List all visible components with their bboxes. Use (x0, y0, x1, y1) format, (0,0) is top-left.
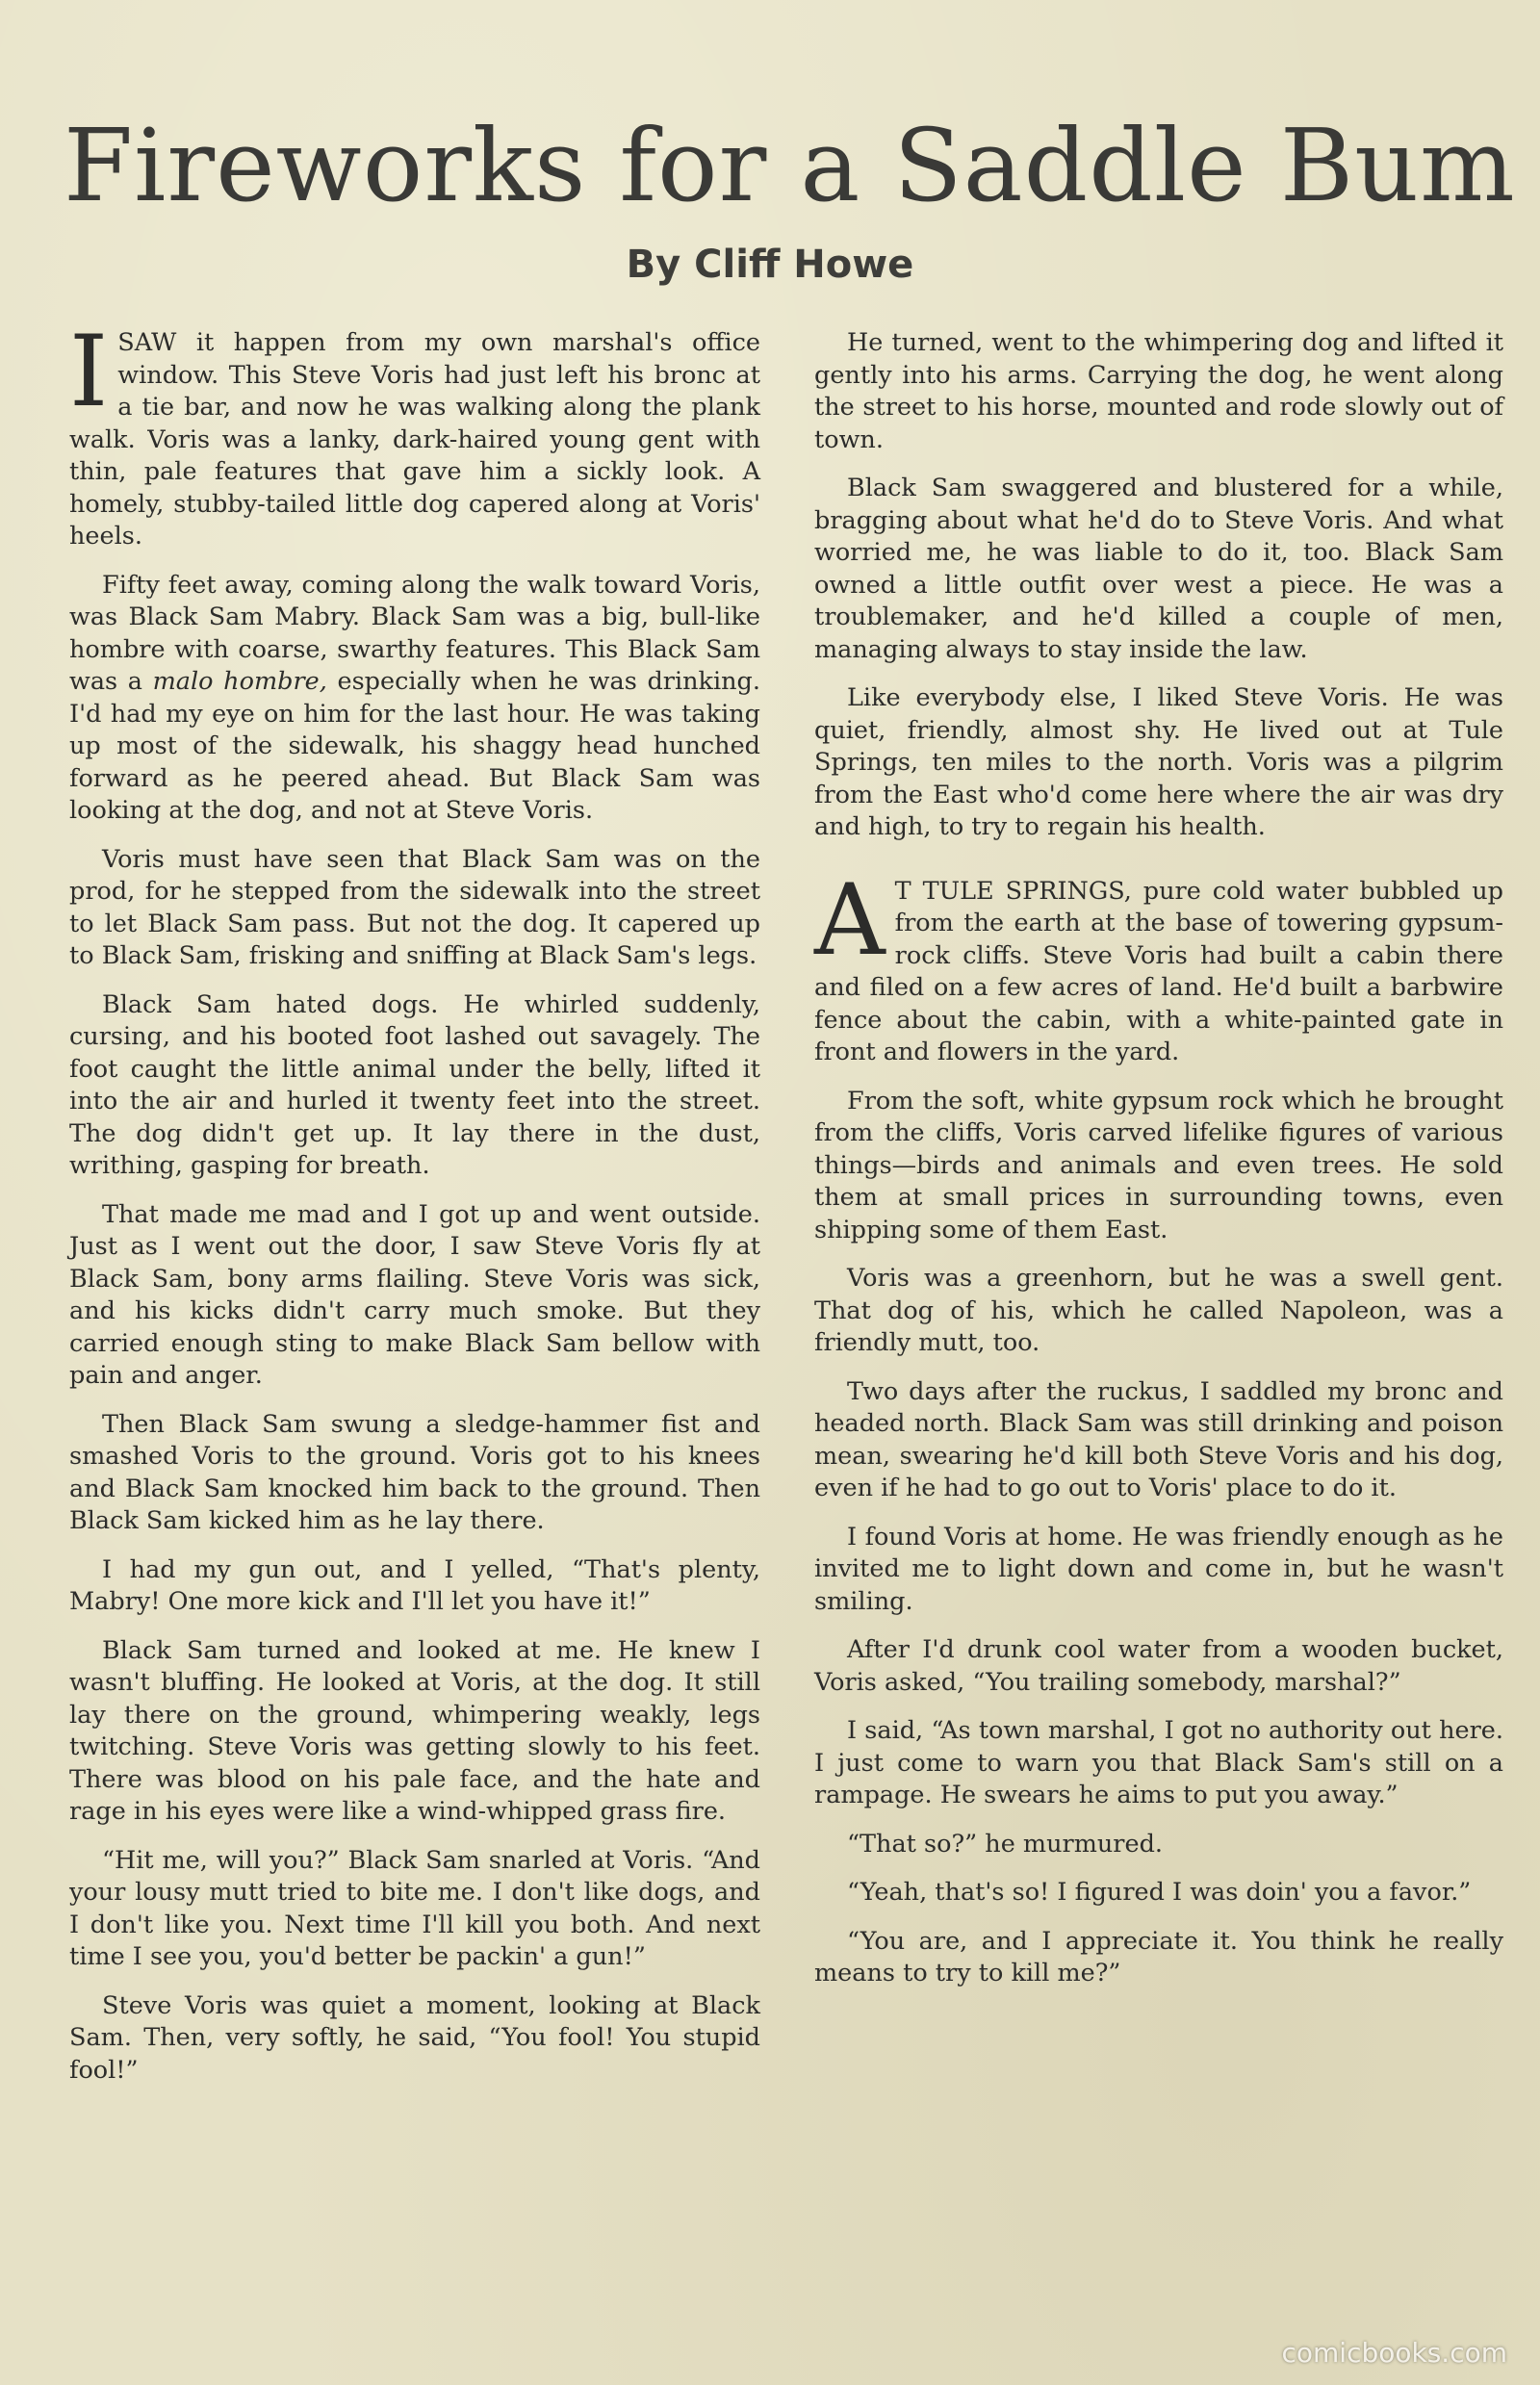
paragraph: Then Black Sam swung a sledge-hammer fist and smashed Voris to the ground. Voris got to his knees and Black Sam knocked him back to the ground. Then Black Sam kicked him as he lay there. (69, 1409, 760, 1535)
paragraph: Two days after the ruckus, I saddled my bronc and headed north. Black Sam was still drinking and poison mean, swearing he'd kill both Steve Voris and his dog, even if he had to go out to Voris' place to do it. (814, 1376, 1503, 1502)
paragraph: A T TULE SPRINGS, pure cold water bubbled up from the earth at the base of towering gypsum-rock cliffs. Steve Voris had built a cabin there and filed on a few acres of land. He'd built a barbwire fence about the cabin, with a white-painted gate in front and flowers in the yard. (814, 862, 1503, 1066)
paragraph: Steve Voris was quiet a moment, looking at Black Sam. Then, very softly, he said, “You fool! You stupid fool!” (69, 1990, 760, 2085)
byline: By Cliff Howe (626, 243, 914, 287)
paragraph: I found Voris at home. He was friendly enough as he invited me to light down and come in, but he wasn't smiling. (814, 1522, 1503, 1616)
paragraph: Like everybody else, I liked Steve Voris. He was quiet, friendly, almost shy. He lived out at Tule Springs, ten miles to the north. Voris was a pilgrim from the East who'd come here where the air was dry and high, to try to regain his health. (814, 683, 1503, 841)
paragraph: Black Sam hated dogs. He whirled suddenly, cursing, and his booted foot lashed out savagely. The foot caught the little animal under the belly, lifted it into the air and hurled it twenty feet into the street. The dog didn't get up. It lay there in the dust, writhing, gasping for breath. (69, 989, 760, 1180)
paragraph: After I'd drunk cool water from a wooden bucket, Voris asked, “You trailing somebody, marshal?” (814, 1635, 1503, 1697)
paragraph: I had my gun out, and I yelled, “That's plenty, Mabry! One more kick and I'll let you have it!” (69, 1554, 760, 1616)
paragraph: Voris must have seen that Black Sam was on the prod, for he stepped from the sidewalk into the street to let Black Sam pass. But not the dog. It capered up to Black Sam, frisking and sniffing at Black Sam's legs. (69, 844, 760, 970)
right-column (814, 327, 1503, 2007)
paragraph: I said, “As town marshal, I got no authority out here. I just come to warn you that Black Sam's still on a rampage. He swears he aims to put you away.” (814, 1716, 1503, 1809)
paragraph: Fifty feet away, coming along the walk toward Voris, was Black Sam Mabry. Black Sam was a big, bull-like hombre with coarse, swarthy features. This Black Sam was a malo hombre, especially when he was drinking. I'd had my eye on him for the last hour. He was taking up most of the sidewalk, his shaggy head hunched forward as he peered ahead. But Black Sam was looking at the dog, and not at Steve Voris. (69, 570, 760, 825)
paragraph: Black Sam swaggered and blustered for a while, bragging about what he'd do to Steve Voris. And what worried me, he was liable to do it, too. Black Sam owned a little outfit over west a piece. He was a troublemaker, and he'd killed a couple of men, managing always to stay inside the law. (814, 474, 1503, 664)
paragraph: “Hit me, will you?” Black Sam snarled at Voris. “And your lousy mutt tried to bite me. I don't like dogs, and I don't like you. Next time I'll kill you both. And next time I see you, you'd better be packin' a gun!” (69, 1845, 760, 1971)
drop-cap: I (69, 315, 109, 429)
paragraph: ISAW it happen from my own marshal's office window. This Steve Voris had just left his bronc at a tie bar, and now he was walking along the plank walk. Voris was a lanky, dark-haired young gent with thin, pale features that gave him a sickly look. A homely, stubby-tailed little dog capered along at Voris' heels. (69, 315, 760, 551)
paragraph: “That so?” he murmured. (847, 1829, 1164, 1859)
paragraph: “Yeah, that's so! I figured I was doin' you a favor.” (847, 1878, 1472, 1907)
paragraph: From the soft, white gypsum rock which he brought from the cliffs, Voris carved lifelike figures of various things—birds and animals and even trees. He sold them at small prices in surrounding towns, even shipping some of them East. (814, 1086, 1503, 1244)
story-title: Fireworks for a Saddle Bum (64, 107, 1516, 224)
drop-cap: A (814, 862, 886, 978)
watermark: comicbooks.com (1281, 2337, 1507, 2369)
paragraph: Voris was a greenhorn, but he was a swell gent. That dog of his, which he called Napoleon, was a friendly mutt, too. (814, 1264, 1503, 1357)
paragraph: Black Sam turned and looked at me. He knew I wasn't bluffing. He looked at Voris, at the dog. It still lay there on the ground, whimpering weakly, legs twitching. Steve Voris was getting slowly to his feet. There was blood on his pale face, and the hate and rage in his eyes were like a wind-whipped grass fire. (69, 1635, 760, 1826)
italic-phrase: malo hombre, (152, 667, 327, 696)
paragraph: “You are, and I appreciate it. You think he really means to try to kill me?” (814, 1926, 1503, 1988)
section-break (814, 860, 1503, 876)
paragraph: That made me mad and I got up and went outside. Just as I went out the door, I saw Steve Voris fly at Black Sam, bony arms flailing. Steve Voris was sick, and his kicks didn't carry much smoke. But they carried enough sting to make Black Sam bellow with pain and anger. (69, 1199, 760, 1390)
paragraph: He turned, went to the whimpering dog and lifted it gently into his arms. Carrying the dog, he went along the street to his horse, mounted and rode slowly out of town. (814, 328, 1503, 454)
left-column (69, 315, 760, 2103)
